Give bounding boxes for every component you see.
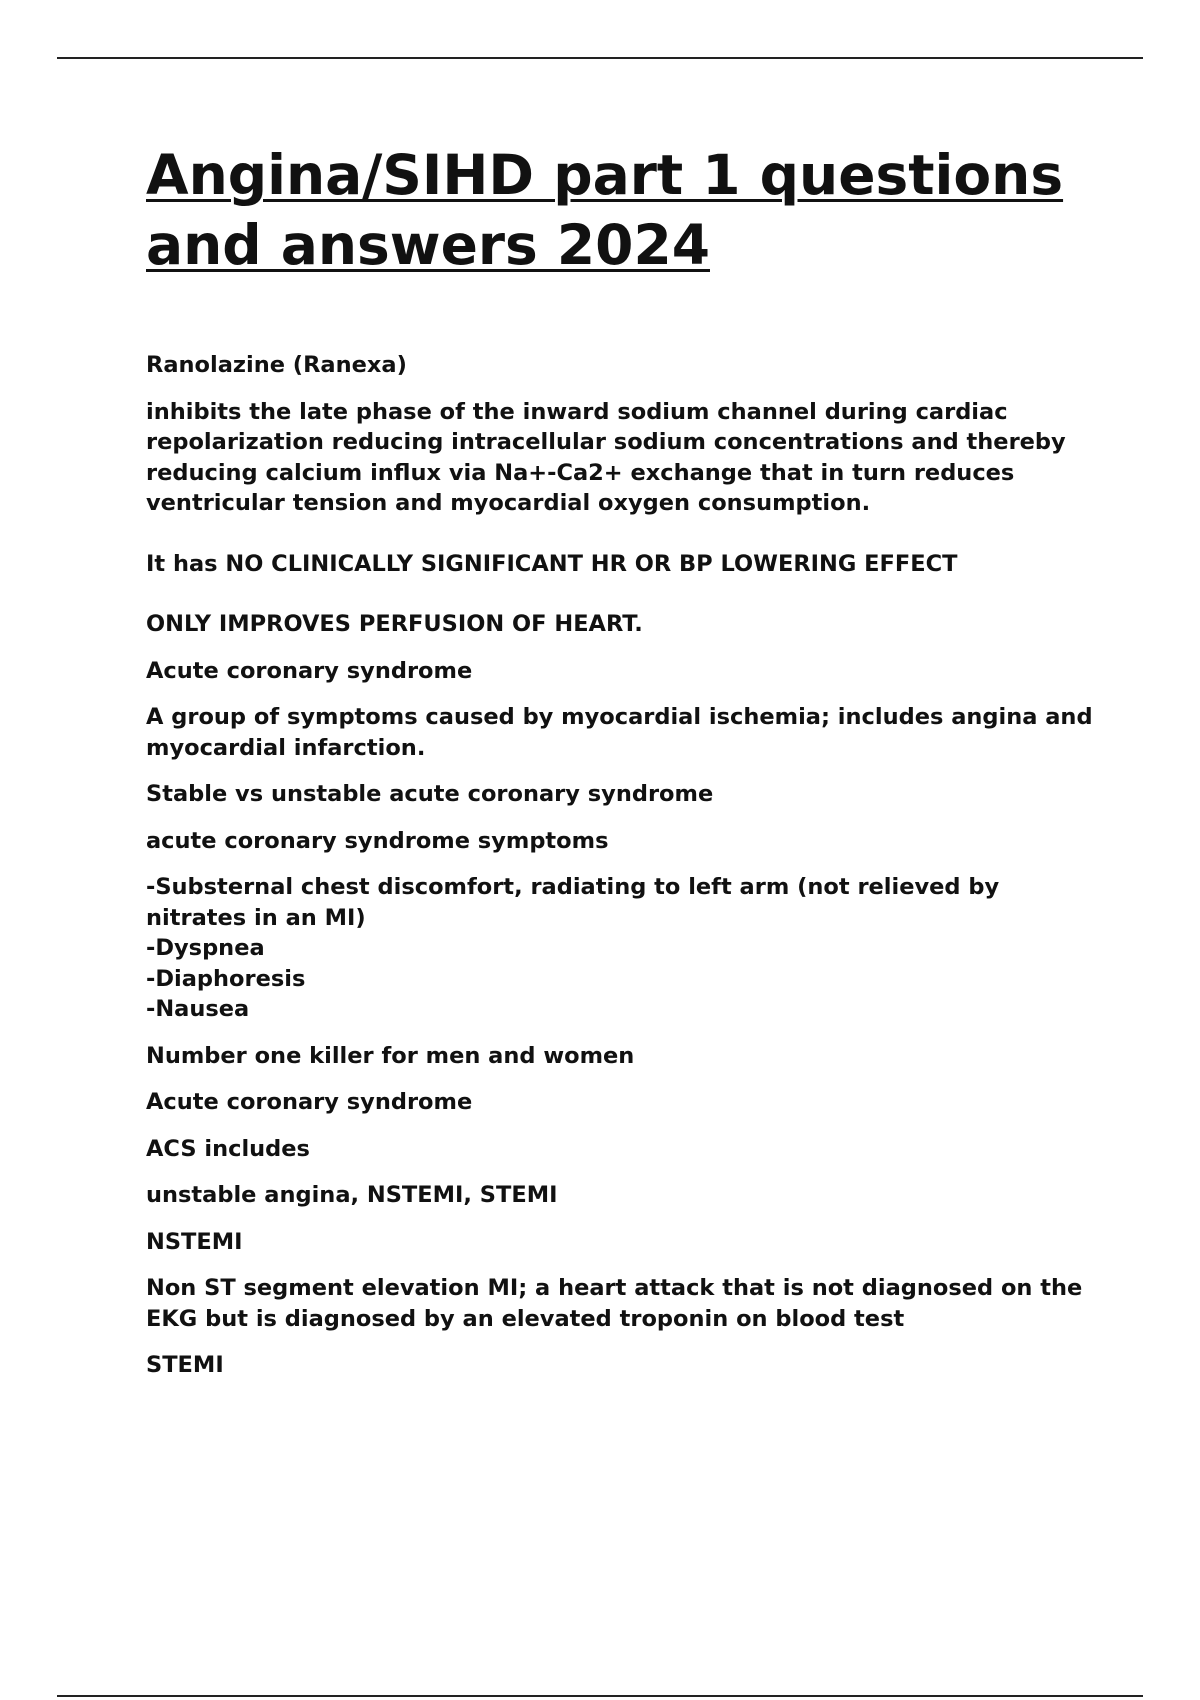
answer-ranolazine-note-2: ONLY IMPROVES PERFUSION OF HEART. [146, 611, 643, 637]
answer-number-one-killer: Acute coronary syndrome [146, 1089, 473, 1115]
question-acute-coronary-syndrome: Acute coronary syndrome [146, 657, 473, 684]
document-title: Angina/SIHD part 1 questions and answers 2024 [146, 143, 1064, 277]
qa-list [146, 350, 1106, 1381]
question-ranolazine: Ranolazine (Ranexa) [146, 352, 407, 378]
question-acs-includes: ACS includes [146, 1135, 310, 1162]
answer-nstemi: Non ST segment elevation MI; a heart attack that is not diagnosed on the EKG but is diagnosed by an elevated troponin on blood test [146, 1275, 1083, 1332]
answer-ranolazine: inhibits the late phase of the inward sodium channel during cardiac repolarization reducing intracellular sodium concentrations and thereby reducing calcium influx via Na+-Ca2+ exchange that in turn reduces ventricular tension and myocardial oxygen consumption. [146, 398, 1066, 516]
bottom-divider [57, 1695, 1143, 1697]
answer-ranolazine-note-1: It has NO CLINICALLY SIGNIFICANT HR OR BP LOWERING EFFECT [146, 550, 958, 577]
question-stable-vs-unstable: Stable vs unstable acute coronary syndrome [146, 781, 714, 807]
answer-acs-includes: unstable angina, NSTEMI, STEMI [146, 1182, 558, 1208]
top-divider [57, 57, 1143, 59]
question-nstemi: NSTEMI [146, 1228, 243, 1255]
question-number-one-killer: Number one killer for men and women [146, 1042, 635, 1069]
document-body [146, 140, 1106, 1397]
question-stemi: STEMI [146, 1352, 224, 1378]
answer-acute-coronary-syndrome: A group of symptoms caused by myocardial ischemia; includes angina and myocardial infarction. [146, 704, 1093, 761]
question-acs-symptoms: acute coronary syndrome symptoms [146, 827, 609, 854]
answer-acs-symptoms: -Substernal chest discomfort, radiating to left arm (not relieved by nitrates in an MI) -Dyspnea -Diaphoresis -Nausea [146, 874, 1000, 1022]
